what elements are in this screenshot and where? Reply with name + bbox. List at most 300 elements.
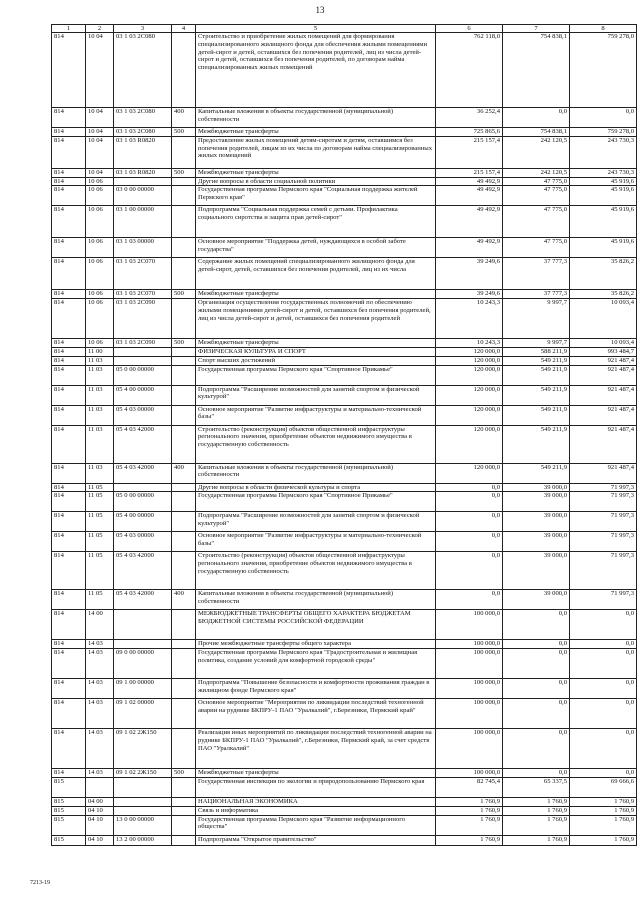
ministry-code: 814 xyxy=(52,365,86,385)
amount-col6: 39 249,6 xyxy=(436,258,503,290)
expense-type-code xyxy=(172,815,196,835)
target-article-code: 03 1 03 2С070 xyxy=(114,290,172,299)
target-article-code xyxy=(114,483,172,492)
expense-type-code xyxy=(172,777,196,797)
amount-col7: 1 760,9 xyxy=(503,835,570,845)
amount-col6: 0,0 xyxy=(436,512,503,532)
amount-col7: 242 120,5 xyxy=(503,168,570,177)
amount-col7: 47 775,0 xyxy=(503,177,570,186)
item-name: Организация осуществления государственных полномочий по обеспечению жилыми помещениями детей-сирот и детей, оставшихся без попечения родителей, лиц из числа детей-сирот и детей, оставшихся без попечения родителей xyxy=(196,299,436,339)
section-code: 11 05 xyxy=(86,483,114,492)
table-row xyxy=(52,405,637,425)
section-code: 14 03 xyxy=(86,729,114,769)
amount-col6: 120 000,0 xyxy=(436,365,503,385)
table-row xyxy=(52,483,637,492)
amount-col8: 35 826,2 xyxy=(570,258,637,290)
amount-col7: 754 838,1 xyxy=(503,33,570,108)
amount-col8: 10 093,4 xyxy=(570,339,637,348)
ministry-code: 815 xyxy=(52,835,86,845)
amount-col6: 120 000,0 xyxy=(436,347,503,356)
expense-type-code xyxy=(172,483,196,492)
table-row xyxy=(52,128,637,137)
target-article-code: 13 0 00 00000 xyxy=(114,815,172,835)
ministry-code: 814 xyxy=(52,33,86,108)
target-article-code xyxy=(114,640,172,649)
item-name: Подпрограмма "Расширение возможностей для занятий спортом и физической культурой" xyxy=(196,512,436,532)
amount-col8: 759 278,0 xyxy=(570,33,637,108)
amount-col6: 10 243,3 xyxy=(436,339,503,348)
amount-col8: 35 826,2 xyxy=(570,290,637,299)
section-code: 10 04 xyxy=(86,128,114,137)
expense-type-code xyxy=(172,347,196,356)
amount-col6: 36 252,4 xyxy=(436,108,503,128)
amount-col6: 762 118,0 xyxy=(436,33,503,108)
section-code: 14 03 xyxy=(86,679,114,699)
table-row xyxy=(52,339,637,348)
target-article-code xyxy=(114,777,172,797)
table-row xyxy=(52,492,637,512)
section-code: 04 10 xyxy=(86,815,114,835)
ministry-code: 814 xyxy=(52,425,86,463)
amount-col6: 49 492,9 xyxy=(436,186,503,206)
target-article-code: 13 2 00 00000 xyxy=(114,835,172,845)
target-article-code: 09 1 02 2Ж150 xyxy=(114,729,172,769)
table-row xyxy=(52,649,637,679)
ministry-code: 815 xyxy=(52,806,86,815)
ministry-code: 814 xyxy=(52,729,86,769)
table-row xyxy=(52,33,637,108)
amount-col7: 47 775,0 xyxy=(503,206,570,238)
target-article-code: 03 1 03 2С080 xyxy=(114,108,172,128)
ministry-code: 814 xyxy=(52,177,86,186)
amount-col7: 549 211,9 xyxy=(503,365,570,385)
target-article-code: 09 1 02 2Ж150 xyxy=(114,769,172,778)
table-row xyxy=(52,590,637,610)
expense-type-code: 400 xyxy=(172,590,196,610)
section-code: 11 05 xyxy=(86,512,114,532)
table-row xyxy=(52,258,637,290)
amount-col6: 1 760,9 xyxy=(436,835,503,845)
item-name: Межбюджетные трансферты xyxy=(196,290,436,299)
target-article-code: 05 4 03 00000 xyxy=(114,532,172,552)
amount-col8: 10 093,4 xyxy=(570,299,637,339)
ministry-code: 814 xyxy=(52,463,86,483)
target-article-code: 03 1 03 2С070 xyxy=(114,258,172,290)
table-header-row xyxy=(52,25,637,33)
target-article-code xyxy=(114,177,172,186)
amount-col6: 0,0 xyxy=(436,483,503,492)
item-name: Подпрограмма "Повышение безопасности и комфортности проживания граждан в жилищном фонде Пермского края" xyxy=(196,679,436,699)
target-article-code xyxy=(114,347,172,356)
item-name: Межбюджетные трансферты xyxy=(196,128,436,137)
target-article-code: 03 1 03 2С080 xyxy=(114,33,172,108)
item-name: Подпрограмма "Расширение возможностей для занятий спортом и физической культурой" xyxy=(196,385,436,405)
amount-col7: 39 000,0 xyxy=(503,512,570,532)
amount-col7: 39 000,0 xyxy=(503,492,570,512)
amount-col7: 39 000,0 xyxy=(503,532,570,552)
amount-col7: 65 337,5 xyxy=(503,777,570,797)
table-row xyxy=(52,777,637,797)
table-row xyxy=(52,290,637,299)
expense-type-code xyxy=(172,365,196,385)
expense-type-code xyxy=(172,238,196,258)
item-name: Межбюджетные трансферты xyxy=(196,168,436,177)
section-code: 14 03 xyxy=(86,699,114,729)
expense-type-code xyxy=(172,512,196,532)
target-article-code: 03 1 03 2С080 xyxy=(114,128,172,137)
amount-col8: 71 997,3 xyxy=(570,552,637,590)
amount-col6: 100 000,0 xyxy=(436,649,503,679)
target-article-code: 05 4 03 42000 xyxy=(114,590,172,610)
amount-col6: 1 760,9 xyxy=(436,815,503,835)
table-row xyxy=(52,356,637,365)
ministry-code: 814 xyxy=(52,405,86,425)
item-name: Другие вопросы в области социальной политики xyxy=(196,177,436,186)
table-row xyxy=(52,729,637,769)
table-row xyxy=(52,532,637,552)
amount-col7: 0,0 xyxy=(503,649,570,679)
target-article-code: 03 1 03 R0820 xyxy=(114,136,172,168)
table-row xyxy=(52,552,637,590)
section-code: 10 04 xyxy=(86,108,114,128)
expense-type-code xyxy=(172,729,196,769)
amount-col7: 0,0 xyxy=(503,108,570,128)
item-name: Государственная программа Пермского края "Спортивное Прикамье" xyxy=(196,365,436,385)
amount-col8: 921 487,4 xyxy=(570,356,637,365)
table-row xyxy=(52,797,637,806)
target-article-code: 09 1 02 00000 xyxy=(114,699,172,729)
section-code: 04 10 xyxy=(86,806,114,815)
ministry-code: 814 xyxy=(52,649,86,679)
amount-col8: 71 997,3 xyxy=(570,532,637,552)
item-name: Государственная программа Пермского края "Градостроительная и жилищная политика, создание условий для комфортной городской среды" xyxy=(196,649,436,679)
amount-col7: 0,0 xyxy=(503,679,570,699)
amount-col6: 0,0 xyxy=(436,532,503,552)
expense-type-code xyxy=(172,33,196,108)
expense-type-code xyxy=(172,206,196,238)
section-code: 11 03 xyxy=(86,425,114,463)
expense-type-code xyxy=(172,552,196,590)
target-article-code xyxy=(114,806,172,815)
section-code: 10 06 xyxy=(86,299,114,339)
expense-type-code: 500 xyxy=(172,290,196,299)
ministry-code: 814 xyxy=(52,290,86,299)
item-name: Государственная программа Пермского края "Социальная поддержка жителей Пермского края" xyxy=(196,186,436,206)
item-name: НАЦИОНАЛЬНАЯ ЭКОНОМИКА xyxy=(196,797,436,806)
ministry-code: 814 xyxy=(52,108,86,128)
column-number: 8 xyxy=(570,25,637,33)
target-article-code: 03 1 00 00000 xyxy=(114,206,172,238)
item-name: Строительство и приобретение жилых помещений для формирования специализированного жилищного фонда для обеспечения жилыми помещениями детей-сирот и детей, оставшихся без попечения родителей, лиц из числа детей-сирот и детей, оставшихся без попечения родителей, по договорам найма специализированных жилых помещений xyxy=(196,33,436,108)
amount-col6: 49 492,9 xyxy=(436,206,503,238)
amount-col6: 120 000,0 xyxy=(436,356,503,365)
amount-col8: 921 487,4 xyxy=(570,385,637,405)
amount-col6: 215 157,4 xyxy=(436,168,503,177)
expense-type-code xyxy=(172,610,196,640)
item-name: Межбюджетные трансферты xyxy=(196,769,436,778)
section-code: 14 00 xyxy=(86,610,114,640)
section-code: 10 06 xyxy=(86,186,114,206)
section-code: 11 05 xyxy=(86,532,114,552)
expense-type-code: 500 xyxy=(172,339,196,348)
expense-type-code xyxy=(172,385,196,405)
amount-col6: 100 000,0 xyxy=(436,640,503,649)
amount-col7: 0,0 xyxy=(503,699,570,729)
ministry-code: 814 xyxy=(52,128,86,137)
amount-col7: 37 777,3 xyxy=(503,290,570,299)
amount-col6: 215 157,4 xyxy=(436,136,503,168)
amount-col8: 0,0 xyxy=(570,769,637,778)
ministry-code: 814 xyxy=(52,483,86,492)
amount-col8: 921 487,4 xyxy=(570,463,637,483)
amount-col7: 549 211,9 xyxy=(503,425,570,463)
amount-col6: 100 000,0 xyxy=(436,699,503,729)
section-code: 11 05 xyxy=(86,590,114,610)
amount-col7: 0,0 xyxy=(503,640,570,649)
item-name: Подпрограмма "Открытое правительство" xyxy=(196,835,436,845)
item-name: Содержание жилых помещений специализированного жилищного фонда для детей-сирот, детей, оставшихся без попечения родителей, лиц из их числа xyxy=(196,258,436,290)
amount-col6: 0,0 xyxy=(436,552,503,590)
ministry-code: 814 xyxy=(52,347,86,356)
ministry-code: 814 xyxy=(52,679,86,699)
ministry-code: 814 xyxy=(52,206,86,238)
amount-col8: 71 997,3 xyxy=(570,512,637,532)
expense-type-code: 400 xyxy=(172,108,196,128)
amount-col7: 549 211,9 xyxy=(503,405,570,425)
amount-col6: 1 760,9 xyxy=(436,806,503,815)
expense-type-code xyxy=(172,797,196,806)
section-code: 04 10 xyxy=(86,835,114,845)
amount-col8: 45 919,6 xyxy=(570,206,637,238)
section-code: 11 05 xyxy=(86,552,114,590)
amount-col8: 921 487,4 xyxy=(570,405,637,425)
amount-col6: 0,0 xyxy=(436,492,503,512)
item-name: Основное мероприятие "Поддержка детей, нуждающихся в особой заботе государства" xyxy=(196,238,436,258)
table-row xyxy=(52,610,637,640)
target-article-code: 03 1 03 00000 xyxy=(114,238,172,258)
target-article-code: 05 4 03 42000 xyxy=(114,425,172,463)
amount-col8: 0,0 xyxy=(570,108,637,128)
expense-type-code: 500 xyxy=(172,168,196,177)
ministry-code: 814 xyxy=(52,136,86,168)
item-name: Строительство (реконструкция) объектов общественной инфраструктуры регионального значения, приобретение объектов недвижимого имущества в государственную собственность xyxy=(196,425,436,463)
ministry-code: 814 xyxy=(52,640,86,649)
expense-type-code xyxy=(172,640,196,649)
ministry-code: 814 xyxy=(52,186,86,206)
amount-col8: 0,0 xyxy=(570,649,637,679)
amount-col7: 1 760,9 xyxy=(503,797,570,806)
amount-col7: 1 760,9 xyxy=(503,815,570,835)
item-name: Капитальные вложения в объекты государственной (муниципальной) собственности xyxy=(196,590,436,610)
section-code: 14 03 xyxy=(86,769,114,778)
section-code: 11 03 xyxy=(86,463,114,483)
amount-col8: 1 760,9 xyxy=(570,815,637,835)
item-name: Капитальные вложения в объекты государственной (муниципальной) собственности xyxy=(196,108,436,128)
ministry-code: 814 xyxy=(52,385,86,405)
amount-col8: 243 730,3 xyxy=(570,136,637,168)
column-number: 3 xyxy=(114,25,172,33)
amount-col7: 39 000,0 xyxy=(503,483,570,492)
page-number: 13 xyxy=(315,5,325,15)
table-row xyxy=(52,512,637,532)
ministry-code: 815 xyxy=(52,797,86,806)
section-code: 10 04 xyxy=(86,168,114,177)
section-code: 11 03 xyxy=(86,356,114,365)
amount-col7: 242 120,5 xyxy=(503,136,570,168)
amount-col8: 45 919,6 xyxy=(570,238,637,258)
expense-type-code xyxy=(172,136,196,168)
target-article-code xyxy=(114,797,172,806)
amount-col6: 10 243,3 xyxy=(436,299,503,339)
target-article-code: 05 0 00 00000 xyxy=(114,492,172,512)
column-number: 5 xyxy=(196,25,436,33)
amount-col6: 100 000,0 xyxy=(436,610,503,640)
amount-col7: 0,0 xyxy=(503,729,570,769)
amount-col6: 39 249,6 xyxy=(436,290,503,299)
ministry-code: 814 xyxy=(52,552,86,590)
table-row xyxy=(52,347,637,356)
column-number: 1 xyxy=(52,25,86,33)
item-name: Подпрограмма "Социальная поддержка семей с детьми. Профилактика социального сиротства и защита прав детей-сирот" xyxy=(196,206,436,238)
amount-col8: 71 997,3 xyxy=(570,492,637,512)
amount-col8: 0,0 xyxy=(570,679,637,699)
table-row xyxy=(52,640,637,649)
amount-col8: 921 487,4 xyxy=(570,425,637,463)
expense-type-code xyxy=(172,258,196,290)
item-name: Основное мероприятие "Развитие инфраструктуры и материально-технической базы" xyxy=(196,405,436,425)
table-row xyxy=(52,806,637,815)
table-row xyxy=(52,463,637,483)
amount-col7: 39 000,0 xyxy=(503,590,570,610)
target-article-code: 03 1 03 R0820 xyxy=(114,168,172,177)
table-row xyxy=(52,136,637,168)
ministry-code: 814 xyxy=(52,699,86,729)
column-number: 4 xyxy=(172,25,196,33)
item-name: Строительство (реконструкция) объектов общественной инфраструктуры регионального значения, приобретение объектов недвижимого имущества в государственную собственность xyxy=(196,552,436,590)
amount-col8: 1 760,9 xyxy=(570,806,637,815)
item-name: Межбюджетные трансферты xyxy=(196,339,436,348)
table-row xyxy=(52,238,637,258)
target-article-code: 05 4 03 42000 xyxy=(114,552,172,590)
section-code: 10 06 xyxy=(86,238,114,258)
amount-col8: 45 919,6 xyxy=(570,177,637,186)
expense-type-code xyxy=(172,679,196,699)
column-number: 7 xyxy=(503,25,570,33)
expense-type-code xyxy=(172,425,196,463)
target-article-code: 05 4 00 00000 xyxy=(114,385,172,405)
item-name: МЕЖБЮДЖЕТНЫЕ ТРАНСФЕРТЫ ОБЩЕГО ХАРАКТЕРА БЮДЖЕТАМ БЮДЖЕТНОЙ СИСТЕМЫ РОССИЙСКОЙ ФЕДЕРАЦИИ xyxy=(196,610,436,640)
amount-col6: 120 000,0 xyxy=(436,405,503,425)
section-code: 10 06 xyxy=(86,177,114,186)
section-code: 11 03 xyxy=(86,405,114,425)
ministry-code: 814 xyxy=(52,590,86,610)
table-row xyxy=(52,769,637,778)
item-name: Предоставление жилых помещений детям-сиротам и детям, оставшимся без попечения родителей, лицам из их числа по договорам найма специализированных жилых помещений xyxy=(196,136,436,168)
expense-type-code xyxy=(172,806,196,815)
target-article-code: 03 1 03 2С090 xyxy=(114,299,172,339)
amount-col6: 120 000,0 xyxy=(436,425,503,463)
target-article-code xyxy=(114,356,172,365)
amount-col8: 1 760,9 xyxy=(570,835,637,845)
amount-col7: 588 211,9 xyxy=(503,347,570,356)
amount-col7: 0,0 xyxy=(503,610,570,640)
expense-type-code xyxy=(172,405,196,425)
table-row xyxy=(52,679,637,699)
section-code: 11 00 xyxy=(86,347,114,356)
section-code: 10 06 xyxy=(86,258,114,290)
expense-type-code: 400 xyxy=(172,463,196,483)
amount-col6: 120 000,0 xyxy=(436,463,503,483)
expense-type-code xyxy=(172,177,196,186)
amount-col8: 0,0 xyxy=(570,729,637,769)
section-code: 04 00 xyxy=(86,797,114,806)
amount-col8: 0,0 xyxy=(570,699,637,729)
ministry-code: 814 xyxy=(52,299,86,339)
amount-col6: 120 000,0 xyxy=(436,385,503,405)
table-row xyxy=(52,186,637,206)
table-row xyxy=(52,425,637,463)
footer-document-code: 7213-19 xyxy=(30,880,50,886)
amount-col8: 921 487,4 xyxy=(570,365,637,385)
item-name: Спорт высших достижений xyxy=(196,356,436,365)
section-code: 14 03 xyxy=(86,640,114,649)
target-article-code xyxy=(114,610,172,640)
ministry-code: 814 xyxy=(52,168,86,177)
expense-type-code xyxy=(172,492,196,512)
table-row xyxy=(52,108,637,128)
amount-col8: 0,0 xyxy=(570,640,637,649)
item-name: Реализация иных мероприятий по ликвидации последствий техногенной аварии на руднике БКПРУ-1 ПАО "Уралкалий", г.Березники, Пермский край, за счет средств ПАО "Уралкалий" xyxy=(196,729,436,769)
section-code: 14 03 xyxy=(86,649,114,679)
amount-col7: 1 760,9 xyxy=(503,806,570,815)
column-number: 6 xyxy=(436,25,503,33)
item-name: Государственная программа Пермского края "Развитие информационного общества" xyxy=(196,815,436,835)
section-code: 10 04 xyxy=(86,33,114,108)
ministry-code: 815 xyxy=(52,815,86,835)
item-name: Основное мероприятие "Развитие инфраструктуры и материально-технической базы" xyxy=(196,532,436,552)
amount-col8: 243 730,3 xyxy=(570,168,637,177)
item-name: Связь и информатика xyxy=(196,806,436,815)
ministry-code: 814 xyxy=(52,356,86,365)
amount-col8: 71 997,3 xyxy=(570,483,637,492)
amount-col6: 100 000,0 xyxy=(436,769,503,778)
amount-col6: 49 492,9 xyxy=(436,177,503,186)
item-name: Основное мероприятие "Мероприятия по ликвидации последствий техногенной аварии на руднике БКПРУ-1 ПАО "Уралкалий", г.Березники, Пермский край" xyxy=(196,699,436,729)
item-name: ФИЗИЧЕСКАЯ КУЛЬТУРА И СПОРТ xyxy=(196,347,436,356)
section-code: 10 06 xyxy=(86,290,114,299)
table-row xyxy=(52,815,637,835)
expense-type-code xyxy=(172,649,196,679)
amount-col8: 45 919,6 xyxy=(570,186,637,206)
amount-col7: 47 775,0 xyxy=(503,186,570,206)
target-article-code: 03 0 00 00000 xyxy=(114,186,172,206)
section-code: 10 04 xyxy=(86,136,114,168)
table-row xyxy=(52,699,637,729)
column-number: 2 xyxy=(86,25,114,33)
amount-col6: 82 745,4 xyxy=(436,777,503,797)
target-article-code: 05 4 03 42000 xyxy=(114,463,172,483)
table-row xyxy=(52,385,637,405)
amount-col8: 993 484,7 xyxy=(570,347,637,356)
expense-type-code xyxy=(172,699,196,729)
table-row xyxy=(52,835,637,845)
amount-col7: 549 211,9 xyxy=(503,463,570,483)
target-article-code: 05 4 00 00000 xyxy=(114,512,172,532)
amount-col6: 100 000,0 xyxy=(436,729,503,769)
table-row xyxy=(52,299,637,339)
amount-col8: 71 997,3 xyxy=(570,590,637,610)
amount-col8: 69 666,6 xyxy=(570,777,637,797)
